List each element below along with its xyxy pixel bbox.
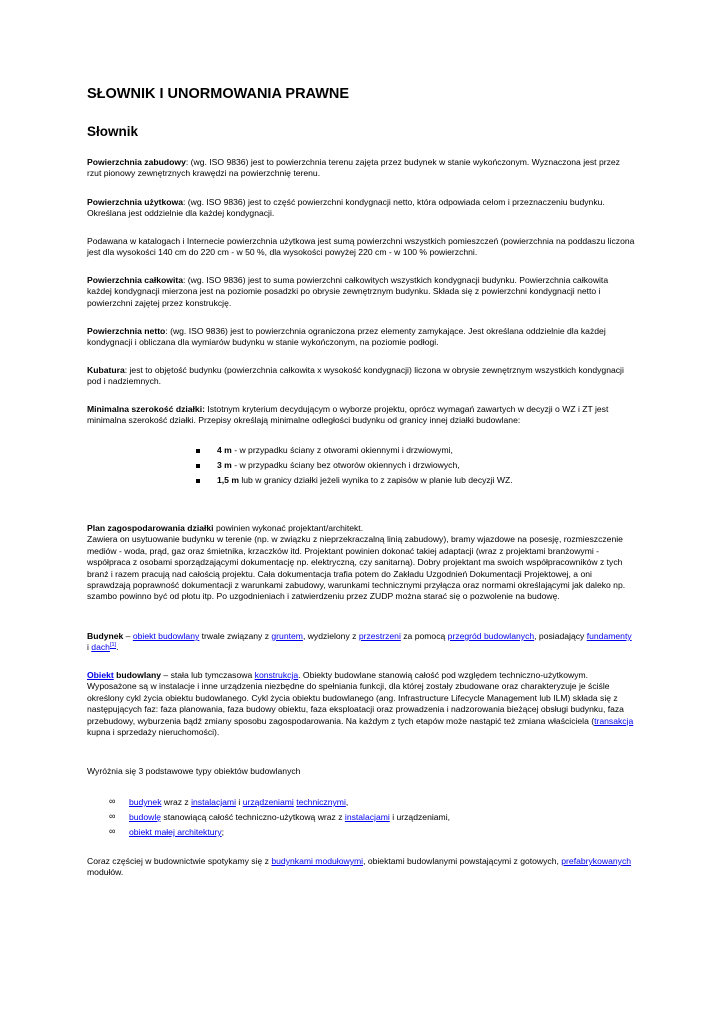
definition-text: Istotnym kryterium decydującym o wyborze projektu, oprócz wymagań zawartych w decyzji o WZ i ZT jest minimalna szerokość działki. Przepisy określają minimalne odległości budynku od granicy innej działki budowlane:	[87, 404, 609, 426]
text-segment: , posiadający	[534, 631, 587, 641]
term-label: Plan zagospodarowania działki	[87, 523, 214, 533]
section-heading: Słownik	[87, 124, 139, 139]
term-label: Powierzchnia netto	[87, 326, 166, 336]
infinity-bullet-icon: ∞	[109, 811, 116, 821]
link-prefabrykowanych[interactable]: prefabrykowanych	[561, 856, 632, 866]
closing-paragraph	[87, 856, 635, 879]
list-item	[129, 797, 629, 808]
square-bullet-icon	[196, 449, 200, 453]
link-instalacjami-2[interactable]: instalacjami	[344, 812, 390, 822]
list-item	[129, 827, 629, 838]
definition-text: : (wg. ISO 9836) jest to powierzchnia ograniczona przez elementy zamykające. Jest określana oddzielnie dla każdej kondygnacji i obliczana dla wymiarów budynku w stanie wykończonym, na poziomie podłogi.	[87, 326, 606, 348]
link-konstrukcja[interactable]: konstrukcja	[254, 670, 299, 680]
text-segment: modułów.	[87, 867, 124, 878]
note-powierzchnia-uzytkowa: Podawana w katalogach i Internecie powierzchnia użytkowa jest sumą powierzchni wszystkich pomieszczeń (powierzchnia na poddaszu liczona jest dla wysokości 140 cm do 220 cm - w 50 %, dla wysokości powyżej 220 cm - w 100 % powierzchni.	[87, 236, 635, 258]
link-instalacjami[interactable]: instalacjami	[191, 797, 237, 807]
text-segment: i urządzeniami,	[389, 812, 450, 822]
text-segment: Coraz częściej w budownictwie spotykamy się z	[87, 856, 272, 866]
link-dach[interactable]: dach	[91, 642, 110, 653]
link-urzadzeniami[interactable]: urządzeniami	[242, 797, 294, 807]
definition-minimalna-szerokosc	[87, 404, 635, 427]
link-budowle[interactable]: budowlę	[129, 812, 162, 822]
plan-text: Zawiera on usytuowanie budynku w terenie (np. w związku z nieprzekraczalną linią zabudowy), bramy wjazdowe na posesję, rozmieszczenie mediów - woda, prąd, gaz oraz śmietnika, krzaczków itd. Projektant powinien dokonać takiej adaptacji (wraz z projektami branżowymi - współpraca z osobami sporządzającymi dokumentację np. elektryczną, czy sanitarną). Dobry projektant ma swoich współpracowników z tych branż i razem pracują nad całością projektu. Cała dokumentacja trafia potem do Zakładu Uzgodnień Dokumentacji Projektowej, a oni sprawdzają poprawność dokumentacji z warunkami zabudowy, warunkami technicznymi przyłącza oraz normami określającymi jak daleko np. szambo powinno być od płotu itp. Po uzgodnieniach i zatwierdzeniu przez ZUDP można starać się o pozwolenie na budowę.	[87, 534, 626, 602]
term-label: Powierzchnia zabudowy	[87, 157, 186, 167]
distance-text: - w przypadku ściany bez otworów okiennych i drzwiowych,	[231, 460, 460, 470]
text-segment: – stała lub tymczasowa	[161, 670, 255, 680]
text-segment: wraz z	[161, 797, 192, 807]
link-budynek[interactable]: budynek	[129, 797, 162, 807]
definition-obiekt-budowlany	[87, 670, 635, 738]
text-segment: kupna i sprzedaży nieruchomości).	[87, 727, 220, 738]
infinity-bullet-icon: ∞	[109, 796, 116, 806]
list-item	[129, 812, 629, 823]
text-segment: , obiektami budowlanymi powstającymi z gotowych,	[363, 856, 562, 866]
text-segment: .	[116, 642, 119, 653]
link-transakcja[interactable]: transakcja	[594, 715, 634, 726]
term-label: Powierzchnia całkowita	[87, 275, 183, 285]
plan-intro: powinien wykonać projektant/architekt.	[213, 523, 364, 533]
link-technicznymi[interactable]: technicznymi	[296, 797, 346, 807]
link-przestrzen[interactable]: przestrzeni	[358, 631, 401, 641]
definition-powierzchnia-netto	[87, 326, 635, 349]
list-item	[196, 445, 453, 456]
link-obiekt-budowlany[interactable]: obiekt budowlany	[132, 631, 200, 641]
list-item	[196, 475, 513, 486]
plan-zagospodarowania	[87, 523, 635, 603]
definition-powierzchnia-calkowita	[87, 275, 635, 309]
square-bullet-icon	[196, 464, 200, 468]
distance-value: 1,5 m	[217, 475, 239, 485]
distance-text: - w przypadku ściany z otworami okiennymi i drzwiowymi,	[231, 445, 453, 455]
definition-powierzchnia-zabudowy	[87, 157, 635, 180]
distance-value: 4 m	[217, 445, 232, 455]
term-label: Kubatura	[87, 365, 125, 375]
link-obiekt[interactable]: Obiekt	[87, 670, 114, 680]
text-segment: i	[87, 642, 92, 653]
distance-text: lub w granicy działki jeżeli wynika to z zapisów w planie lub decyzji WZ.	[238, 475, 513, 485]
link-przegrody-budowlane[interactable]: przegród budowlanych	[447, 631, 535, 641]
footnote-link[interactable]: [1]	[109, 642, 117, 649]
text-segment: trwale związany z	[199, 631, 272, 641]
text-segment: . Obiekty budowlane stanowią całość pod względem techniczno-użytkowym. Wyposażone są w instalacje i inne urządzenia niezbędne do spełniania funkcji, dla której zostały zbudowane oraz charakteryzuje je ściśle określony cykl życia obiektu budowlanego. Cykl życia obiektu budowlanego (ang. Infrastructure Lifecycle Management lub ILM) składa się z następujących faz: faza planowania, faza budowy obiektu, faza eksploatacji oraz prowadzenia i nadzorowania bieżącej obsługi budynku, faza przebudowy, wyburzenia bądź zmiany sposobu zagospodarowania. Na każdym z tych etapów może nastąpić też zmiana właściciela (	[87, 670, 624, 726]
term-label: budowlany	[113, 670, 162, 680]
definition-powierzchnia-uzytkowa	[87, 197, 635, 220]
distance-value: 3 m	[217, 460, 232, 470]
definition-text: : (wg. ISO 9836) jest to powierzchnia terenu zajęta przez budynek w stanie wykończonym. Wyznaczona jest przez rzut pionowy zewnętrznych krawędzi na powierzchnię terenu.	[87, 157, 620, 179]
list-item	[196, 460, 460, 471]
definition-text: : jest to objętość budynku (powierzchnia całkowita x wysokość kondygnacji) liczona w obrysie zewnętrznym wszystkich kondygnacji pod i nadziemnych.	[87, 365, 624, 387]
term-label: Powierzchnia użytkowa	[87, 197, 183, 207]
definition-kubatura	[87, 365, 635, 388]
text-segment: stanowiącą całość techniczno-użytkową wraz z	[161, 812, 345, 822]
link-grunt[interactable]: gruntem	[271, 631, 303, 641]
definition-budynek	[87, 631, 635, 654]
text-segment: za pomocą	[400, 631, 448, 641]
types-intro: Wyróżnia się 3 podstawowe typy obiektów budowlanych	[87, 766, 301, 776]
text-segment: , wydzielony z	[302, 631, 359, 641]
text-segment: ,	[345, 797, 349, 807]
link-obiekt-malej-architektury[interactable]: obiekt małej architektury	[129, 827, 222, 837]
term-label: Budynek	[87, 631, 124, 641]
text-segment: –	[123, 631, 133, 641]
square-bullet-icon	[196, 479, 200, 483]
link-budynki-modulowe[interactable]: budynkami modułowymi	[271, 856, 364, 866]
text-segment: i	[236, 797, 243, 807]
infinity-bullet-icon: ∞	[109, 826, 116, 836]
page-title: SŁOWNIK I UNORMOWANIA PRAWNE	[87, 86, 350, 102]
term-label: Minimalna szerokość działki:	[87, 404, 205, 414]
text-segment: ;	[221, 827, 225, 837]
definition-text: : (wg. ISO 9836) jest to część powierzchni kondygnacji netto, która odpowiada celom i przeznaczeniu budynku. Określana jest oddzielnie dla każdej kondygnacji.	[87, 197, 605, 219]
link-fundamenty[interactable]: fundamenty	[586, 631, 632, 641]
definition-text: : (wg. ISO 9836) jest to suma powierzchni całkowitych wszystkich kondygnacji budynku. Powierzchnia całkowita każdej kondygnacji mierzona jest na poziomie posadzki po obrysie zewnętrznym budynku. Składa się z powierzchni kondygnacji netto i powierzchni zajętej przez konstrukcję.	[87, 275, 609, 308]
